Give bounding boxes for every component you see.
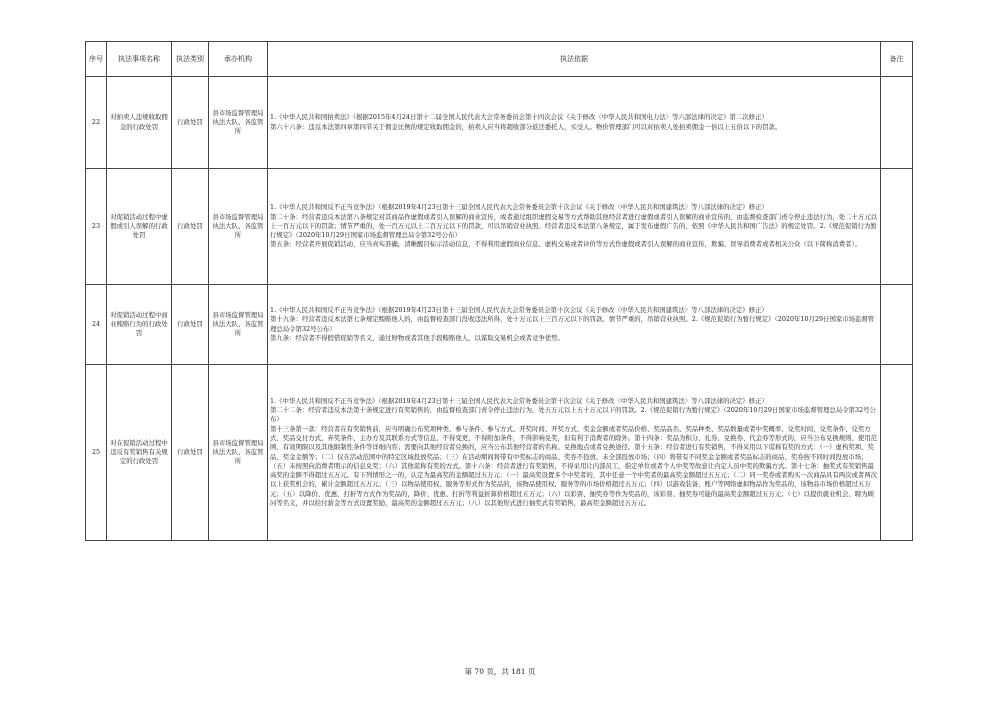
header-name: 执法事项名称 bbox=[107, 42, 172, 77]
row-number: 24 bbox=[86, 285, 107, 365]
basis-paragraph: 第五条：经营者开展促销活动，应当真实准确，清晰醒目标示活动信息，不得利用虚假商业信息、虚构交易或者评价等方式作虚假或者引人误解的商业宣传，欺骗、误导消费者或者相关公众（以下简称消费者）。 bbox=[270, 240, 862, 249]
table-row bbox=[86, 285, 913, 365]
table-row bbox=[86, 77, 913, 169]
header-org: 承办机构 bbox=[209, 42, 268, 77]
basis-paragraph: 第十三条第一款：经营者在有奖销售前，应当明确公布奖项种类、参与条件、参与方式、开奖时间、开奖方式、奖金金额或者奖品价格、奖品品名、奖品种类、奖品数量或者中奖概率、兑奖时间、兑奖条件、兑奖方式、奖品交付方式、弃奖条件、主办方及其联系方式等信息，不得变更，不得附加条件，不得影响兑奖，但有利于消费者的除外。第十四条：奖品为积分、礼券、兑换券、代金券等形式的，应当公布兑换规则、使用范围、有效期限以及其他限制性条件等详细内容；需要向其他经营者兑换的，应当公布其他经营者的名称、兑换地点或者兑换途径。第十五条：经营者进行有奖销售，不得采用以下谎称有奖的方式：（一）虚构奖项、奖品、奖金金额等；（二）仅在活动范围中的特定区域投放奖品；（三）在活动期间将带有中奖标志的商品、奖券不投放、未全部投放市场；（四）将带有不同奖金金额或者奖品标志的商品、奖券按不同时间投放市场；（五）未按照向消费者明示的信息兑奖；（六）其他谎称有奖的方式。第十六条：经营者进行有奖销售，不得采用让内部员工、指定单位或者个人中奖等故意让内定人员中奖的欺骗方式。第十七条：抽奖式有奖销售最高奖的金额不得超过五万元。有下列情形之一的，认定为最高奖的金额超过五万元：（一）最高奖设置多个中奖者的，其中任意一个中奖者的最高奖金额超过五万元；（二）同一奖券或者购买一次商品具有两次或者两次以上获奖机会的，累计金额超过五万元；（三）以物品使用权、服务等形式作为奖品的，该物品使用权、服务等的市场价格超过五万元；（四）以游戏装备、账户等网络虚拟物品作为奖品的，该物品市场价格超过五万元；（五）以降价、优惠、打折等方式作为奖品的，降价、优惠、打折等利益折算价格超过五万元；（六）以彩票、抽奖券等作为奖品的，该彩票、抽奖券可能的最高奖金额超过五万元；（七）以提供就业机会、聘为顾问等名义，并以给付薪金等方式设置奖励，最高奖的金额超过五万元；（八）以其他形式进行抽奖式有奖销售，最高奖金额超过五万元。 bbox=[270, 424, 878, 507]
item-basis bbox=[268, 77, 881, 169]
page-footer: 第 70 页，共 181 页 bbox=[464, 667, 536, 676]
table-row bbox=[86, 169, 913, 285]
basis-paragraph: 第二十条：经营者违反本法第八条规定对其商品作虚假或者引人误解的商业宣传，或者通过组织虚假交易等方式帮助其他经营者进行虚假或者引人误解的商业宣传的，由监督检查部门责令停止违法行为，处二十万元以上一百万元以下的罚款；情节严重的，处一百万元以上二百万元以下的罚款，可以吊销营业执照。经营者违反本法第八条规定，属于发布虚假广告的，依照《中华人民共和国广告法》的规定处罚。2.《规范促销行为暂行规定》（2020年10月29日国家市场监督管理总局令第32号公布） bbox=[270, 212, 878, 240]
item-name: 对在促销活动过程中违反有奖销售有关规定的行政处罚 bbox=[107, 365, 172, 541]
item-basis bbox=[268, 285, 881, 365]
enforcement-table bbox=[85, 41, 913, 541]
table-row bbox=[86, 365, 913, 541]
header-type: 执法类别 bbox=[172, 42, 209, 77]
item-name: 对拍卖人违规收取佣金的行政处罚 bbox=[107, 77, 172, 169]
item-org: 县市场监督管理局执法大队、各监管所 bbox=[209, 77, 268, 169]
item-org: 县市场监督管理局执法大队、各监管所 bbox=[209, 365, 268, 541]
item-name: 对促销活动过程中商业贿赂行为的行政处罚 bbox=[107, 285, 172, 365]
row-number: 22 bbox=[86, 77, 107, 169]
header-basis: 执法依据 bbox=[268, 42, 881, 77]
basis-paragraph: 1.《中华人民共和国反不正当竞争法》（根据2019年4月23日第十三届全国人民代表大会常务委员会第十次会议《关于修改〈中华人民共和国建筑法〉等八部法律的决定》修正） bbox=[270, 203, 768, 212]
item-org: 县市场监督管理局执法大队、各监管所 bbox=[209, 285, 268, 365]
basis-paragraph: 第六十六条：违反本法第四章第四节关于佣金比例的规定收取佣金的，拍卖人应当将超收部分返还委托人、买受人。物价管理部门可以对拍卖人处拍卖佣金一倍以上五倍以下的罚款。 bbox=[270, 122, 782, 131]
item-type: 行政处罚 bbox=[172, 77, 209, 169]
item-note bbox=[881, 365, 913, 541]
item-basis bbox=[268, 365, 881, 541]
basis-paragraph: 1.《中华人民共和国反不正当竞争法》（根据2019年4月23日第十三届全国人民代表大会常务委员会第十次会议《关于修改〈中华人民共和国建筑法〉等八部法律的决定》修正） bbox=[270, 305, 768, 314]
row-number: 23 bbox=[86, 169, 107, 285]
basis-paragraph: 1.《中华人民共和国拍卖法》（根据2015年4月24日第十二届全国人民代表大会常务委员会第十四次会议《关于修改〈中华人民共和国电力法〉等六部法律的决定》第二次修正） bbox=[270, 113, 768, 122]
table-header-row bbox=[86, 42, 913, 77]
row-number: 25 bbox=[86, 365, 107, 541]
header-note: 备注 bbox=[881, 42, 913, 77]
item-type: 行政处罚 bbox=[172, 169, 209, 285]
item-note bbox=[881, 169, 913, 285]
item-basis bbox=[268, 169, 881, 285]
item-note bbox=[881, 77, 913, 169]
header-no: 序号 bbox=[86, 42, 107, 77]
basis-paragraph: 第二十二条：经营者违反本法第十条规定进行有奖销售的，由监督检查部门责令停止违法行为，处五万元以上五十万元以下的罚款。2.《规范促销行为暂行规定》（2020年10月29日国家市场监督管理总局令第32号公布） bbox=[270, 406, 876, 424]
item-type: 行政处罚 bbox=[172, 365, 209, 541]
basis-paragraph: 第十九条：经营者违反本法第七条规定贿赂他人的，由监督检查部门没收违法所得，处十万元以上三百万元以下的罚款。情节严重的，吊销营业执照。2.《规范促销行为暂行规定》（2020年10月29日国家市场监督管理总局令第32号公布） bbox=[270, 315, 875, 333]
basis-paragraph: 第九条：经营者不得假借促销等名义，通过财物或者其他手段贿赂他人，以谋取交易机会或者竞争优势。 bbox=[270, 333, 564, 342]
item-note bbox=[881, 285, 913, 365]
item-org: 县市场监督管理局执法大队、各监管所 bbox=[209, 169, 268, 285]
item-name: 对促销活动过程中虚假或引人误解的行政处罚 bbox=[107, 169, 172, 285]
item-type: 行政处罚 bbox=[172, 285, 209, 365]
basis-paragraph: 1.《中华人民共和国反不正当竞争法》（根据2019年4月23日第十三届全国人民代表大会常务委员会第十次会议《关于修改〈中华人民共和国建筑法〉等八部法律的决定》修正） bbox=[270, 396, 768, 405]
